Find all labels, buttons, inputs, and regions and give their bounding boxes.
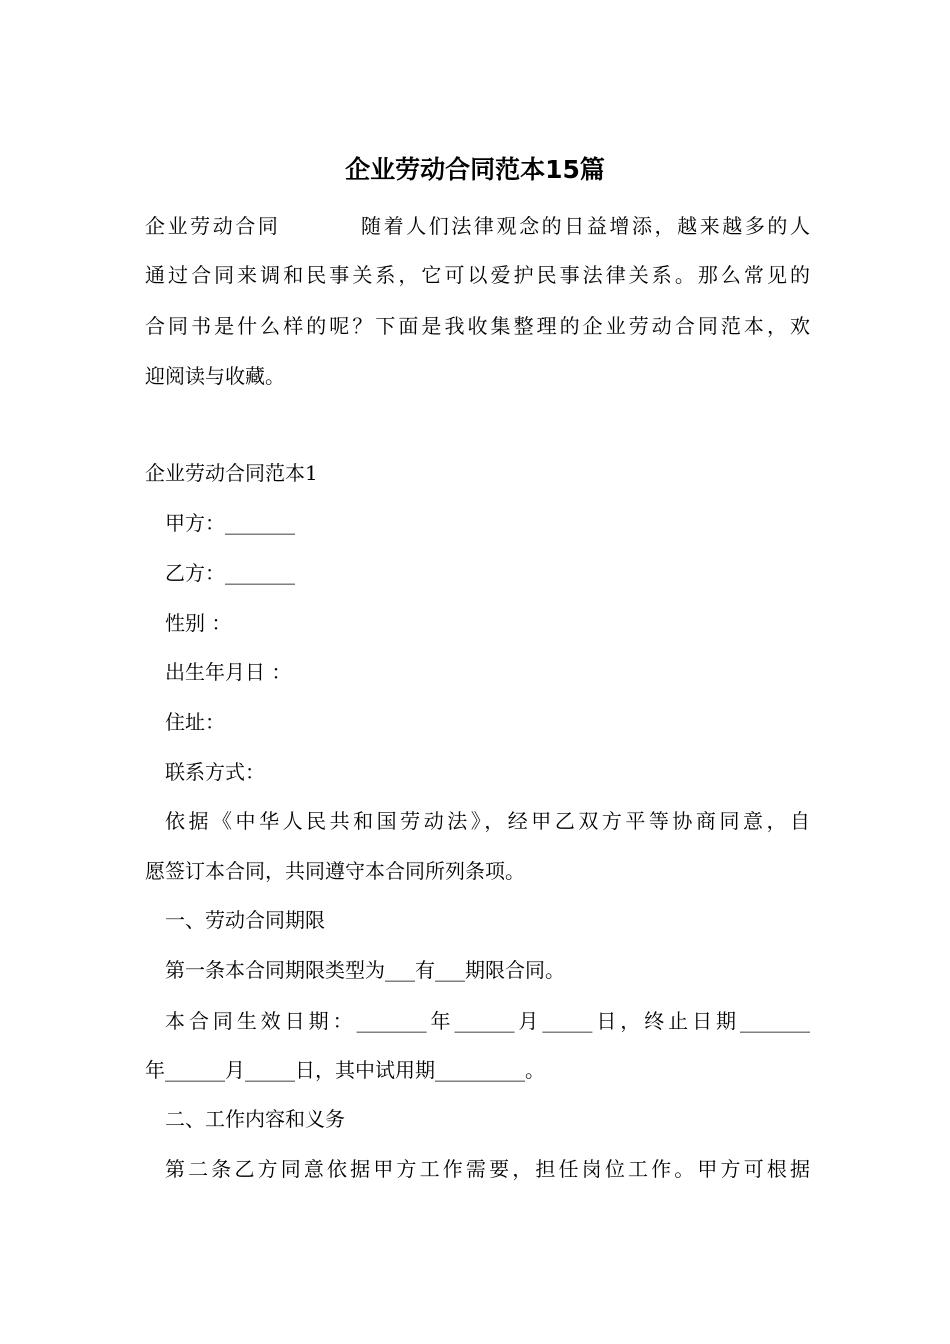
gender-field: 性别 ： xyxy=(165,611,232,635)
address-field: 住址： xyxy=(165,710,225,734)
intro-line-2: 通过合同来调和民事关系，它可以爱护民事法律关系。那么常见的 xyxy=(145,263,810,287)
intro-line-4: 迎阅读与收藏。 xyxy=(145,364,285,388)
party-a-field: 甲方：_______ xyxy=(165,511,295,535)
basis-line-1: 依据《中华人民共和国劳动法》，经甲乙双方平等协商同意，自 xyxy=(165,809,810,833)
part-1-heading: 一、劳动合同期限 xyxy=(165,908,325,932)
intro-line-1 xyxy=(145,211,810,241)
contract-dates-line-1: 本合同生效日期：_______年______月_____日，终止日期_______ xyxy=(165,1009,810,1033)
section-heading: 企业劳动合同范本1 xyxy=(145,461,318,485)
intro-line-1-rest: 随着人们法律观念的日益增添，越来越多的人 xyxy=(358,214,811,238)
article-2-line-1: 第二条乙方同意依据甲方工作需要，担任岗位工作。甲方可根据 xyxy=(165,1157,810,1181)
intro-lead: 企业劳动合同 xyxy=(145,214,281,238)
part-2-heading: 二、工作内容和义务 xyxy=(165,1107,345,1131)
document-title: 企业劳动合同范本15篇 xyxy=(345,155,605,184)
contract-dates-line-2: 年______月_____日，其中试用期_________。 xyxy=(145,1058,545,1082)
basis-line-2: 愿签订本合同，共同遵守本合同所列条项。 xyxy=(145,859,525,883)
intro-line-3: 合同书是什么样的呢？下面是我收集整理的企业劳动合同范本，欢 xyxy=(145,314,810,338)
party-b-field: 乙方：_______ xyxy=(165,561,295,585)
contact-field: 联系方式： xyxy=(165,760,265,784)
birth-date-field: 出生年月日 ： xyxy=(165,660,292,684)
article-1: 第一条本合同期限类型为___有___期限合同。 xyxy=(165,958,565,982)
